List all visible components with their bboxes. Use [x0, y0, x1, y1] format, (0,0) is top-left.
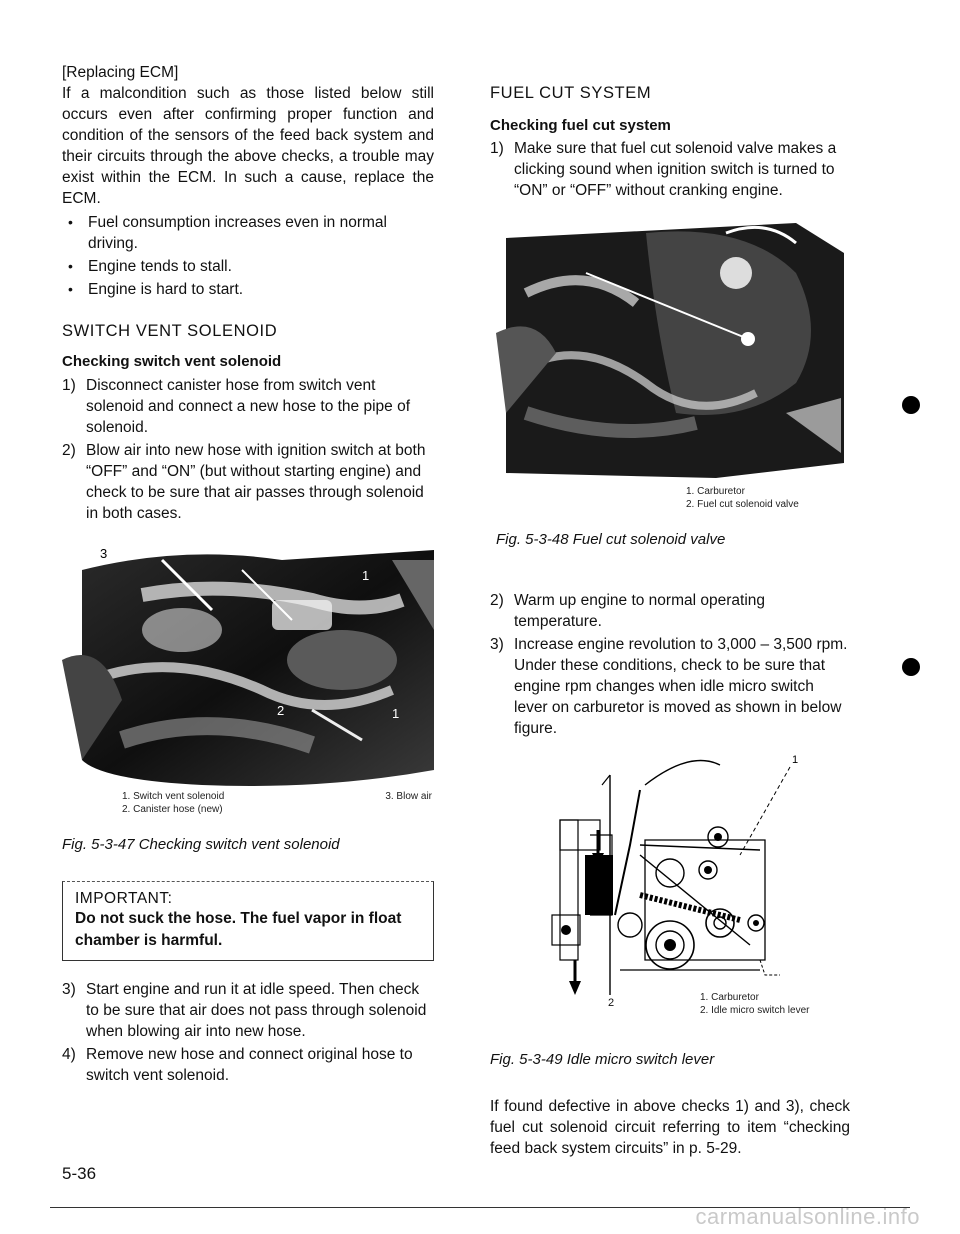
photo-illustration — [496, 213, 844, 481]
callout-label: 1 — [392, 706, 400, 721]
subsection-title-switch-vent: Checking switch vent solenoid — [62, 353, 282, 370]
margin-dot-marker — [902, 396, 920, 414]
step-text: Disconnect canister hose from switch vent solenoid and connect a new hose to the pipe of solenoid. — [86, 377, 411, 436]
step-text: Start engine and run it at idle speed. Then check to be sure that air does not pass through solenoid when blowing air into new hose. — [86, 981, 427, 1040]
legend-item: 2. Canister hose (new) — [122, 804, 223, 815]
list-item — [62, 440, 434, 524]
engine-photo-switch-vent — [62, 540, 434, 790]
legend-item: 1. Carburetor — [700, 992, 759, 1003]
list-item — [490, 634, 850, 739]
steps-list-b — [62, 979, 434, 1086]
list-item — [62, 1044, 434, 1086]
figure-legend — [62, 790, 434, 816]
list-item — [62, 375, 434, 438]
legend-item: 3. Blow air — [385, 791, 432, 802]
step-text: Warm up engine to normal operating temperature. — [514, 592, 766, 630]
page-number: 5-36 — [62, 1164, 97, 1183]
step-number: 1) — [490, 140, 504, 157]
important-note — [62, 881, 434, 961]
steps-list-a — [62, 375, 434, 524]
list-item — [62, 979, 434, 1042]
figure-5-3-47 — [62, 540, 434, 855]
intro-heading: [Replacing ECM] — [62, 64, 179, 81]
symptom-list — [62, 212, 434, 300]
section-title-switch-vent: SWITCH VENT SOLENOID — [62, 322, 278, 340]
figure-legend — [700, 991, 809, 1017]
step-text: Blow air into new hose with ignition switch at both “OFF” and “ON” (but without starting engine) and check to be sure that air passes through solenoid in both cases. — [86, 442, 426, 522]
step-text: Remove new hose and connect original hose to switch vent solenoid. — [86, 1046, 413, 1084]
legend-item: 1. Switch vent solenoid — [122, 791, 225, 802]
figure-legend — [496, 485, 850, 511]
callout-label: 1 — [792, 754, 799, 766]
margin-dot-marker — [902, 658, 920, 676]
step-number: 2) — [490, 592, 504, 609]
callout-label: 3 — [100, 546, 108, 561]
figure-5-3-48 — [490, 213, 850, 550]
callout-label: 2 — [277, 703, 285, 718]
steps-list-d — [490, 590, 850, 739]
list-item: • Engine tends to stall. — [62, 256, 434, 277]
figure-caption: Fig. 5-3-47 Checking switch vent solenoid — [62, 836, 340, 853]
step-number: 2) — [62, 442, 76, 459]
legend-item: 2. Idle micro switch lever — [700, 1005, 810, 1016]
step-text: Increase engine revolution to 3,000 – 3,500 rpm. Under these conditions, check to be sure that engine rpm changes when idle micro switch lever on carburetor is moved as shown in below figure. — [514, 636, 848, 737]
important-body: Do not suck the hose. The fuel vapor in float chamber is harmful. — [75, 910, 402, 949]
figure-5-3-49 — [490, 745, 850, 1045]
list-item — [490, 138, 850, 201]
left-column — [62, 62, 434, 1088]
section-title-fuel-cut: FUEL CUT SYSTEM — [490, 84, 652, 102]
step-number: 3) — [62, 981, 76, 998]
step-number: 4) — [62, 1046, 76, 1063]
list-item: • Fuel consumption increases even in normal driving. — [62, 212, 434, 254]
closing-paragraph: If found defective in above checks 1) and 3), check fuel cut solenoid circuit referring to item “checking feed back system circuits” in p. 5-29. — [490, 1098, 850, 1157]
steps-list-c — [490, 138, 850, 201]
subsection-title-fuel-cut: Checking fuel cut system — [490, 117, 671, 134]
step-text: Make sure that fuel cut solenoid valve makes a clicking sound when ignition switch is turned to “ON” or “OFF” without cranking engine. — [514, 140, 837, 199]
figure-caption: Fig. 5-3-49 Idle micro switch lever — [490, 1051, 715, 1068]
important-label: IMPORTANT: — [75, 890, 173, 907]
photo-illustration — [62, 540, 434, 790]
engine-photo-fuel-cut — [496, 213, 844, 481]
list-item — [490, 590, 850, 632]
list-item: • Engine is hard to start. — [62, 279, 434, 300]
right-column — [490, 62, 850, 1159]
idle-switch-diagram — [490, 745, 850, 995]
figure-caption: Fig. 5-3-48 Fuel cut solenoid valve — [496, 531, 726, 548]
watermark: carmanualsonline.info — [695, 1204, 920, 1229]
callout-label: 2 — [608, 997, 615, 1009]
step-number: 1) — [62, 377, 76, 394]
legend-item: 2. Fuel cut solenoid valve — [686, 499, 799, 510]
legend-item: 1. Carburetor — [686, 486, 745, 497]
intro-paragraph: If a malcondition such as those listed below still occurs even after confirming proper function and condition of the sensors of the feed back system and their circuits through the above checks, a trouble may exist within the ECM. In such a cause, replace the ECM. — [62, 85, 434, 207]
callout-label: 1 — [362, 568, 370, 583]
step-number: 3) — [490, 636, 504, 653]
